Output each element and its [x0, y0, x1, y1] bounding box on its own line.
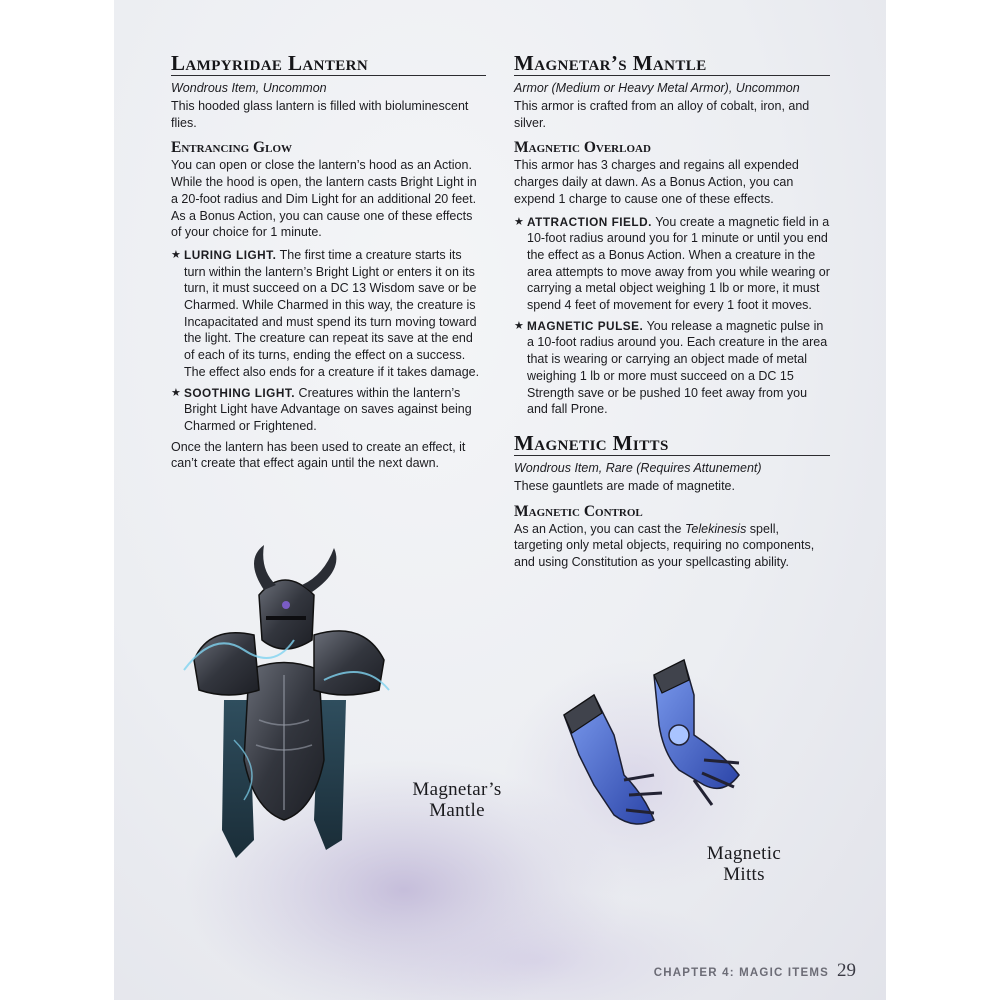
item-description: These gauntlets are made of magnetite.	[514, 478, 735, 493]
spell-name: Telekinesis	[684, 521, 747, 536]
page-footer	[654, 960, 856, 982]
bullet-text: Creatures within the lantern’s Bright Light have Advantage on saves against being Charmed or Frightened.	[184, 385, 472, 433]
star-icon: ★	[171, 248, 181, 261]
bullet-name: LURING LIGHT.	[184, 247, 277, 262]
caption-line: Mitts	[723, 864, 765, 885]
section-heading-magnetic-overload: Magnetic Overload	[514, 139, 651, 157]
bullet-text: The first time a creature starts its turn within the lantern’s Bright Light or enters it on its turn, it must succeed on a DC 13 Wisdom save or be Charmed. While Charmed in this way, the creature is Incapacitated and must spend its turn moving toward the light. The creature can repeat its save at the end of each of its turns, ending the effect on a success. The effect also ends for a creature if it takes damage.	[184, 247, 480, 379]
section-text-part: As an Action, you can cast the	[514, 521, 685, 536]
chapter-label: CHAPTER 4: MAGIC ITEMS	[653, 967, 829, 979]
bullet-item-luring-light	[171, 247, 486, 381]
section-text	[514, 521, 830, 571]
caption-line: Magnetar’s	[412, 779, 502, 800]
section-text: This armor has 3 charges and regains all expended charges daily at dawn. As a Bonus Action, you can expend 1 charge to cause one of these effects.	[514, 158, 799, 206]
caption-magnetars-mantle	[382, 779, 532, 821]
bullet-name: ATTRACTION FIELD.	[527, 214, 652, 229]
bullet-item-magnetic-pulse	[514, 318, 830, 418]
bullet-text: You release a magnetic pulse in a 10-foot radius around you. Each creature in the area that is wearing or carrying an object made of metal weighing 1 lb or more must succeed on a DC 15 Strength save or be pushed 10 feet away from you and fall Prone.	[527, 318, 828, 417]
bullet-name: MAGNETIC PULSE.	[527, 318, 644, 333]
item-description: This armor is crafted from an alloy of cobalt, iron, and silver.	[514, 99, 810, 130]
section-text: You can open or close the lantern’s hood as an Action. While the hood is open, the lantern casts Bright Light in a 20-foot radius and Dim Light for an additional 20 feet. As a Bonus Action, you can cause one of these effects of your choice for 1 minute.	[171, 158, 477, 240]
section-text-part: spell, targeting only metal objects, requiring no components, and using Constitution as your spellcasting ability.	[514, 521, 815, 570]
item-description: This hooded glass lantern is filled with bioluminescent flies.	[171, 99, 469, 130]
item-subtitle: Wondrous Item, Uncommon	[171, 81, 327, 95]
item-title-lampyridae-lantern: Lampyridae Lantern	[171, 52, 486, 76]
section-heading-magnetic-control: Magnetic Control	[514, 502, 643, 520]
section-heading-entrancing-glow: Entrancing Glow	[171, 139, 292, 157]
left-column	[171, 52, 486, 478]
bullet-item-attraction-field	[514, 214, 830, 314]
item-title-magnetic-mitts: Magnetic Mitts	[514, 432, 830, 456]
bullet-name: SOOTHING LIGHT.	[184, 385, 296, 400]
item-subtitle: Armor (Medium or Heavy Metal Armor), Uncommon	[514, 81, 800, 95]
bullet-item-soothing-light	[171, 385, 486, 435]
book-page	[114, 0, 886, 1000]
caption-line: Magnetic	[706, 843, 782, 864]
closing-text: Once the lantern has been used to create an effect, it can’t create that effect again until the next dawn.	[171, 439, 466, 471]
star-icon: ★	[514, 319, 524, 332]
star-icon: ★	[171, 386, 181, 399]
right-column	[514, 52, 830, 577]
bullet-text: You create a magnetic field in a 10-foot radius around you for 1 minute or until you end the effect as a Bonus Action. When a creature in the area attempts to move away from you while wearing or carrying a metal object weighing 1 lb or more, it must spend 4 feet of movement for every 1 foot it moves.	[527, 214, 830, 313]
item-title-magnetars-mantle: Magnetar’s Mantle	[514, 52, 830, 76]
gauntlets-illustration	[554, 655, 754, 845]
caption-line: Mantle	[429, 800, 485, 821]
item-subtitle: Wondrous Item, Rare (Requires Attunement)	[514, 460, 762, 475]
page-number: 29	[837, 960, 856, 981]
caption-magnetic-mitts	[684, 843, 804, 885]
star-icon: ★	[514, 215, 524, 228]
